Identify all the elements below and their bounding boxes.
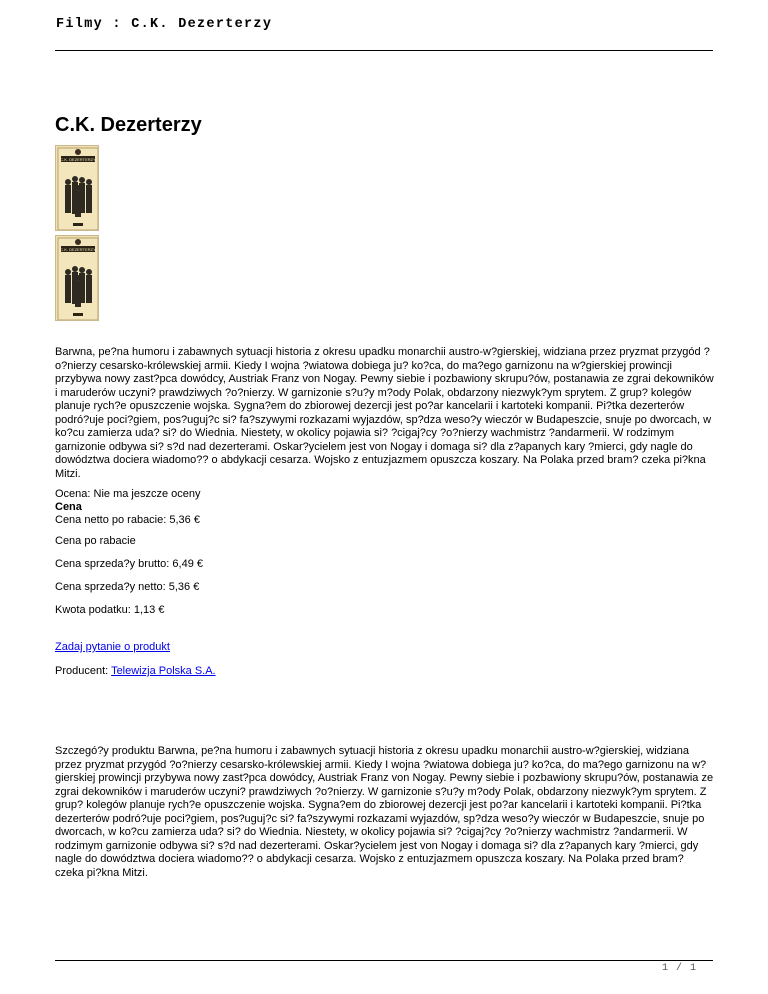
page-number: 1 / 1: [662, 963, 698, 974]
cover-image: [55, 235, 99, 321]
producer-link[interactable]: Telewizja Polska S.A.: [111, 665, 216, 677]
net-price: Cena sprzeda?y netto: 5,36 €: [55, 581, 200, 593]
product-details: Szczegó?y produktu Barwna, pe?na humoru i zabawnych sytuacji historia z okresu upadku monarchii austro-w?gierskiej, widziana przez pryzmat przygód ?o?nierzy cesarsko-królewskiej armii. Kiedy I wojna ?wiatowa dobiega ju? ko?ca, do ma?ego garnizonu na w?gierskiej prowincji przybywa nowy zast?pca dowódcy, Austriak Franz von Nogay. Pewny siebie i pozbawiony skrupu?ów, postanawia ze zgrai dekowników i maruderów uczyni? prawdziwych ?o?nierzy. W garnizonie s?u?y m?ody Polak, obdarzony niezwyk?ym sprytem. Z grup? kolegów planuje rych?e opuszczenie wojska. Sygna?em do zbiorowej dezercji jest po?ar kancelarii i kartoteki kompanii. Pi?tka dezerterów podró?uje poci?giem, pos?uguj?c si? fa?szywymi rozkazami wyjazdów, sp?dza weso?y wieczór w Budapeszcie, snuje po dworcach, w ko?cu zamierza uda? si? do Wiednia. Niestety, w okolicy pojawia si? ?cigaj?cy ?o?nierzy wachmistrz ?andarmerii. W rodzimym garnizonie odbywa si? s?d nad dezerterami. Oskar?ycielem jest von Nogay i domaga si? dla z?apanych kary ?mierci, gdy nagle do dowództwa dociera wiadomo?? o abdykacji cesarza. Wojsko z entuzjazmem opuszcza koszary. Na Polaka przed bram? czeka pi?kna Mitzi.: [55, 745, 714, 879]
producer-label: Producent:: [55, 665, 112, 677]
price-after-discount: Cena po rabacie: [55, 535, 136, 547]
footer-divider: [55, 960, 713, 961]
producer-row: [55, 665, 216, 679]
header-divider: [55, 50, 713, 51]
svg-text:C.K. DEZERTERZY: C.K. DEZERTERZY: [60, 157, 96, 162]
gross-price: Cena sprzeda?y brutto: 6,49 €: [55, 558, 203, 570]
cover-image: [55, 145, 99, 231]
page-title: C.K. Dezerterzy: [55, 114, 202, 136]
running-header: [56, 14, 712, 32]
running-title: Filmy : C.K. Dezerterzy: [56, 17, 273, 32]
rating-text: Ocena: Nie ma jeszcze oceny: [55, 488, 201, 500]
net-after-discount: Cena netto po rabacie: 5,36 €: [55, 514, 200, 526]
tax-amount: Kwota podatku: 1,13 €: [55, 604, 165, 616]
product-description: Barwna, pe?na humoru i zabawnych sytuacji historia z okresu upadku monarchii austro-w?gierskiej, widziana przez pryzmat przygód ?o?nierzy cesarsko-królewskiej armii. Kiedy I wojna ?wiatowa dobiega ju? ko?ca, do ma?ego garnizonu na w?gierskiej prowincji przybywa nowy zast?pca dowódcy, Austriak Franz von Nogay. Pewny siebie i pozbawiony skrupu?ów, postanawia ze zgrai dekowników i maruderów uczyni? prawdziwych ?o?nierzy. W garnizonie s?u?y m?ody Polak, obdarzony niezwyk?ym sprytem. Z grup? kolegów planuje rych?e opuszczenie wojska. Sygna?em do zbiorowej dezercji jest po?ar kancelarii i kartoteki kompanii. Pi?tka dezerterów podró?uje poci?giem, pos?uguj?c si? fa?szywymi rozkazami wyjazdów, sp?dza weso?y wieczór w Budapeszcie, snuje po dworcach, w ko?cu zamierza uda? si? do Wiednia. Niestety, w okolicy pojawia si? ?cigaj?cy ?o?nierzy wachmistrz ?andarmerii. W rodzimym garnizonie odbywa si? s?d nad dezerterami. Oskar?ycielem jest von Nogay i domaga si? dla z?apanych kary ?mierci, gdy nagle do dowództwa dociera wiadomo?? o abdykacji cesarza. Wojsko z entuzjazmem opuszcza koszary. Na Polaka przed bram? czeka pi?kna Mitzi.: [55, 346, 714, 480]
price-heading: Cena: [55, 501, 82, 513]
svg-text:C.K. DEZERTERZY: C.K. DEZERTERZY: [60, 247, 96, 252]
ask-question-link[interactable]: Zadaj pytanie o produkt: [55, 641, 170, 653]
ask-question-row: [55, 641, 170, 655]
